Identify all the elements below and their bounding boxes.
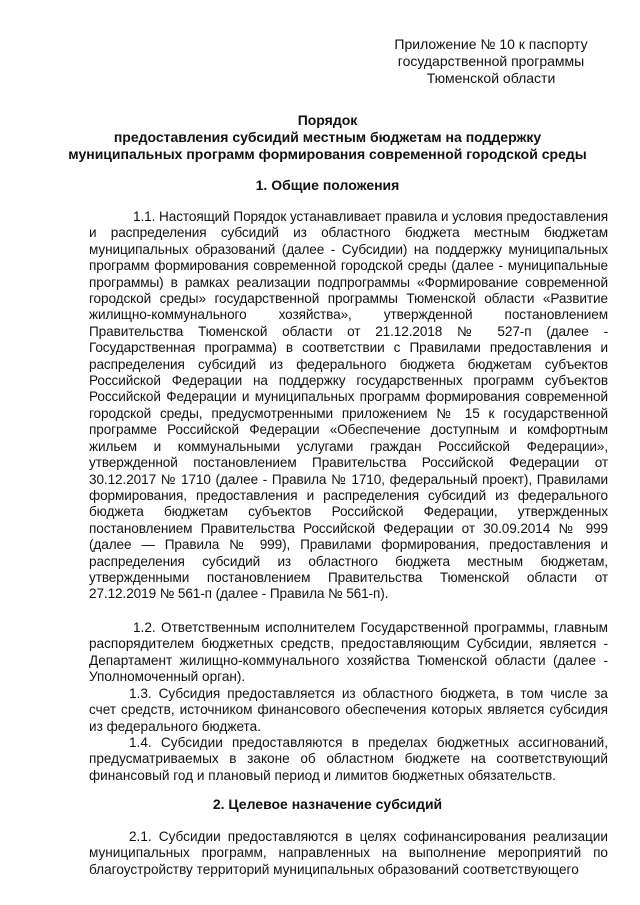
section-1-heading: 1. Общие положения [255,177,400,193]
paragraph-1-4: 1.4. Субсидии предоставляются в пределах бюджетных ассигнований, предусматриваемых в законе об областном бюджете на соответствующий финансовый год и плановый период и лимитов бюджетных обязательств. [89,735,608,783]
title-line-2: предоставления субсидий местным бюджетам на поддержку [113,129,542,145]
paragraph-1-3: 1.3. Субсидия предоставляется из областного бюджета, в том числе за счет средств, источником финансового обеспечения которых является субсидия из федерального бюджета. [89,686,608,734]
paragraph-2-1: 2.1. Субсидии предоставляются в целях софинансирования реализации муниципальных программ, направленных на выполнение мероприятий по благоустройству территорий муниципальных образований соответствующего [89,829,608,877]
title-line-1: Порядок [297,112,358,128]
section-2-heading: 2. Целевое назначение субсидий [212,796,443,812]
appendix-line-3: Тюменской области [426,70,556,86]
title-line-3: муниципальных программ формирования современной городской среды [68,146,587,162]
appendix-note [376,36,606,87]
document-title [40,112,615,163]
appendix-line-2: государственной программы [397,53,585,69]
appendix-line-1: Приложение № 10 к паспорту [394,36,588,52]
paragraph-1-2: 1.2. Ответственным исполнителем Государственной программы, главным распорядителем бюджетных средств, предоставляющим Субсидии, является - Департамент жилищно-коммунального хозяйства Тюменской области (далее - Уполномоченный орган). [89,620,608,685]
paragraph-1-1: 1.1. Настоящий Порядок устанавливает правила и условия предоставления и распределения субсидий из областного бюджета местным бюджетам муниципальных образований (далее - Субсидии) на поддержку муниципальных программ формирования современной городской среды (далее - муниципальные программы) в рамках реализации подпрограммы «Формирование современной городской среды» государственной программы Тюменской области «Развитие жилищно-коммунального хозяйства», утвержденной постановлением Правительства Тюменской области от 21.12.2018 № 527-п (далее - Государственная программа) в соответствии с Правилами предоставления и распределения субсидий из федерального бюджета бюджетам субъектов Российской Федерации на поддержку государственных программ субъектов Российской Федерации и муниципальных программ формирования современной городской среды, предусмотренными приложением № 15 к государственной программе Российской Федерации «Обеспечение доступным и комфортным жильем и коммунальными услугами граждан Российской Федерации», утвержденной постановлением Правительства Российской Федерации от 30.12.2017 № 1710 (далее - Правила № 1710, федеральный проект), Правилами формирования, предоставления и распределения субсидий из федерального бюджета бюджетам субъектов Российской Федерации, утвержденных постановлением Правительства Российской Федерации от 30.09.2014 № 999 (далее — Правила № 999), Правилами формирования, предоставления и распределения субсидий из областного бюджета местным бюджетам, утвержденными постановлением Правительства Тюменской области от 27.12.2019 № 561-п (далее - Правила № 561-п). [89,209,608,602]
